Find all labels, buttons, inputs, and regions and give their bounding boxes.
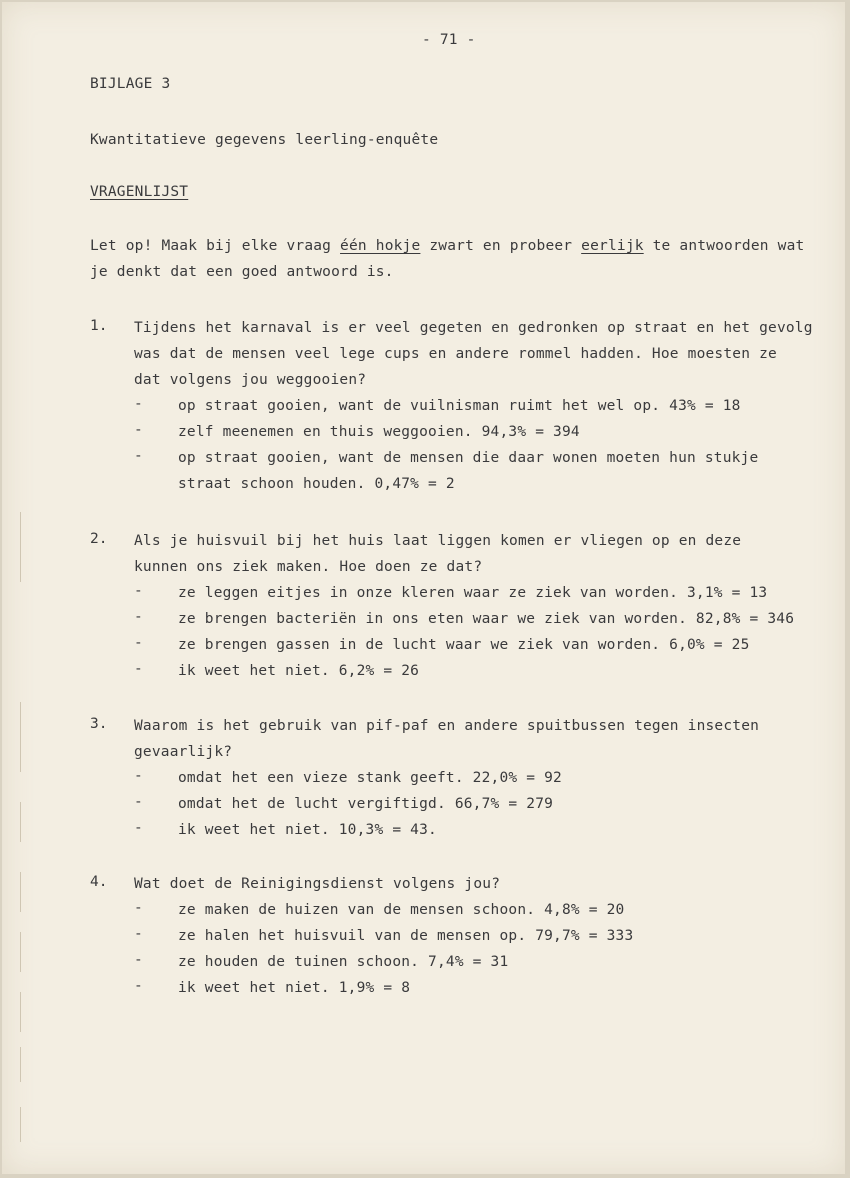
answer-option-text: ze halen het huisvuil van de mensen op. 79,7% = 333	[178, 928, 634, 944]
intro-line-1	[90, 236, 804, 256]
question-text-line: Wat doet de Reinigingsdienst volgens jou?	[134, 876, 501, 892]
intro-text-b: zwart en probeer	[420, 238, 582, 254]
question-number: 3.	[90, 716, 108, 732]
answer-option-text: op straat gooien, want de vuilnisman ruimt het wel op. 43% = 18	[178, 398, 741, 414]
question-text-line: was dat de mensen veel lege cups en andere rommel hadden. Hoe moesten ze	[134, 346, 777, 362]
answer-bullet: -	[134, 635, 143, 651]
question-number: 1.	[90, 318, 108, 334]
binder-mark	[20, 872, 27, 912]
page-number: - 71 -	[422, 32, 476, 48]
question-text-line: Tijdens het karnaval is er veel gegeten en gedronken op straat en het gevolg	[134, 320, 813, 336]
answer-option-text: ik weet het niet. 1,9% = 8	[178, 980, 411, 996]
binder-mark	[20, 702, 27, 772]
binder-mark	[20, 1107, 27, 1142]
answer-bullet: -	[134, 978, 143, 994]
intro-text-c: te antwoorden wat	[643, 238, 805, 254]
question-number: 2.	[90, 531, 108, 547]
answer-bullet: -	[134, 609, 143, 625]
answer-option-text: ze houden de tuinen schoon. 7,4% = 31	[178, 954, 509, 970]
answer-option-text: ik weet het niet. 6,2% = 26	[178, 663, 420, 679]
section-heading: VRAGENLIJST	[90, 184, 189, 200]
answer-bullet: -	[134, 794, 143, 810]
answer-option-text: ze brengen bacteriën in ons eten waar we ziek van worden. 82,8% = 346	[178, 611, 795, 627]
document-subtitle: Kwantitatieve gegevens leerling-enquête	[90, 132, 439, 148]
intro-line-2: je denkt dat een goed antwoord is.	[90, 264, 394, 280]
document-page	[2, 2, 845, 1174]
answer-bullet: -	[134, 448, 143, 464]
answer-option-text: ze maken de huizen van de mensen schoon. 4,8% = 20	[178, 902, 625, 918]
answer-option-text: zelf meenemen en thuis weggooien. 94,3% = 394	[178, 424, 580, 440]
binder-mark	[20, 1047, 27, 1082]
intro-emphasis-honest: eerlijk	[581, 238, 644, 254]
answer-bullet: -	[134, 661, 143, 677]
question-number: 4.	[90, 874, 108, 890]
question-text-line: kunnen ons ziek maken. Hoe doen ze dat?	[134, 559, 483, 575]
question-text-line: dat volgens jou weggooien?	[134, 372, 367, 388]
answer-bullet: -	[134, 422, 143, 438]
answer-option-text: omdat het de lucht vergiftigd. 66,7% = 279	[178, 796, 554, 812]
answer-bullet: -	[134, 820, 143, 836]
answer-option-text: ze brengen gassen in de lucht waar we ziek van worden. 6,0% = 25	[178, 637, 750, 653]
intro-text-a: Let op! Maak bij elke vraag	[90, 238, 341, 254]
question-text-line: gevaarlijk?	[134, 744, 233, 760]
answer-bullet: -	[134, 768, 143, 784]
answer-bullet: -	[134, 926, 143, 942]
binder-mark	[20, 802, 27, 842]
binder-mark	[20, 932, 27, 972]
appendix-label: BIJLAGE 3	[90, 76, 171, 92]
question-text-line: Als je huisvuil bij het huis laat liggen komen er vliegen op en deze	[134, 533, 742, 549]
answer-option-text: ze leggen eitjes in onze kleren waar ze ziek van worden. 3,1% = 13	[178, 585, 768, 601]
answer-option-text: omdat het een vieze stank geeft. 22,0% = 92	[178, 770, 562, 786]
answer-bullet: -	[134, 583, 143, 599]
answer-option-text: op straat gooien, want de mensen die daar wonen moeten hun stukje	[178, 450, 759, 466]
question-text-line: Waarom is het gebruik van pif-paf en andere spuitbussen tegen insecten	[134, 718, 760, 734]
binder-mark	[20, 512, 27, 582]
answer-bullet: -	[134, 396, 143, 412]
intro-emphasis-one-box: één hokje	[340, 238, 421, 254]
answer-option-text: ik weet het niet. 10,3% = 43.	[178, 822, 437, 838]
answer-option-text: straat schoon houden. 0,47% = 2	[178, 476, 455, 492]
binder-mark	[20, 992, 27, 1032]
answer-bullet: -	[134, 952, 143, 968]
answer-bullet: -	[134, 900, 143, 916]
